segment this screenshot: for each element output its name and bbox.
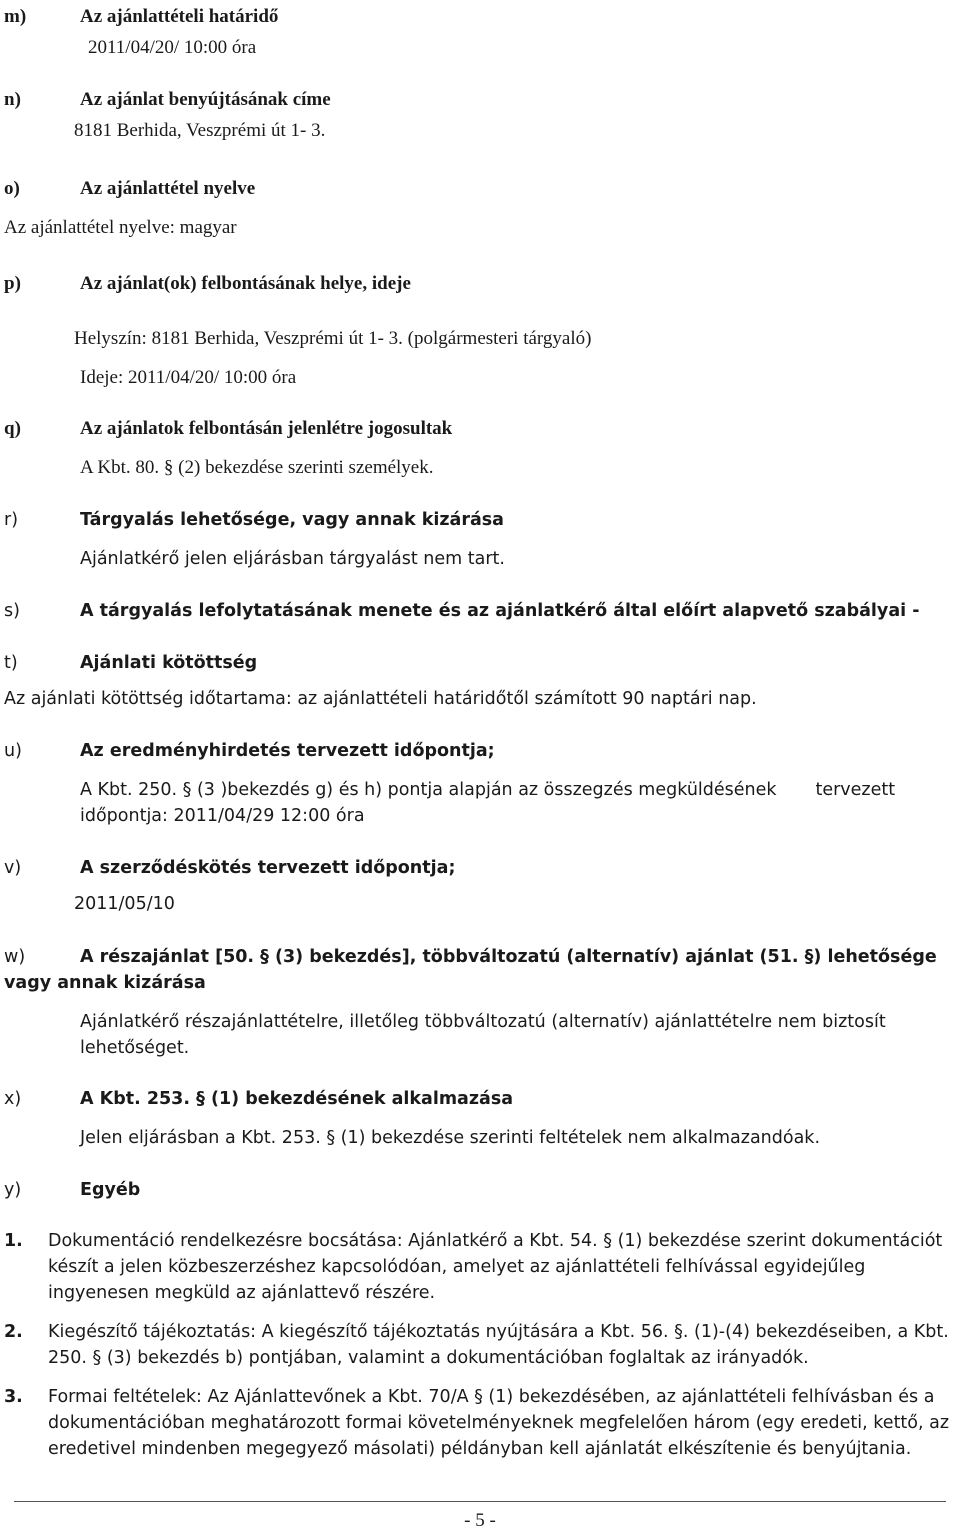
item-1-line1: Dokumentáció rendelkezésre bocsátása: Ajánlatkérő a Kbt. 54. § (1) bekezdése szerint dokumentációt (48, 1231, 943, 1251)
item-number-3: 3. (4, 1387, 23, 1407)
section-letter-t: t) (4, 653, 18, 673)
submission-address: 8181 Berhida, Veszprémi út 1- 3. (74, 120, 326, 141)
deadline-value: 2011/04/20/ 10:00 óra (88, 37, 257, 58)
item-1-line2: készít a jelen közbeszerzéshez kapcsolódóan, amelyet az ajánlattételi felhívással egyidejűleg (48, 1257, 866, 1277)
section-title-s: A tárgyalás lefolytatásának menete és az ajánlatkérő által előírt alapvető szabályai - (80, 601, 920, 621)
negotiation-value: Ajánlatkérő jelen eljárásban tárgyalást nem tart. (80, 549, 505, 569)
opening-time: Ideje: 2011/04/20/ 10:00 óra (80, 367, 297, 388)
result-date-line2: időpontja: 2011/04/29 12:00 óra (80, 806, 365, 826)
partial-offer-line1: Ajánlatkérő részajánlattételre, illetőleg többváltozatú (alternatív) ajánlattételre nem biztosít (80, 1012, 886, 1032)
section-letter-r: r) (4, 510, 19, 530)
page-number: - 5 - (464, 1510, 496, 1531)
section-title-w-line1: A részajánlat [50. § (3) bekezdés], többváltozatú (alternatív) ajánlat (51. §) lehetősége (80, 947, 937, 967)
result-date-line1: A Kbt. 250. § (3 )bekezdés g) és h) pontja alapján az összegzés megküldésének tervezett (80, 780, 896, 800)
item-number-2: 2. (4, 1322, 23, 1342)
item-3-line3: eredetivel mindenben megegyező másolati) példányban kell ajánlatát elkészítenie és benyújtania. (48, 1439, 912, 1459)
partial-offer-line2: lehetőséget. (80, 1038, 190, 1058)
section-title-y: Egyéb (80, 1180, 141, 1200)
section-letter-s: s) (4, 601, 20, 621)
item-3-line2: dokumentációban meghatározott formai követelményeknek megfelelően három (egy eredeti, kettő, az (48, 1413, 950, 1433)
attendees-value: A Kbt. 80. § (2) bekezdése szerinti személyek. (80, 457, 434, 478)
section-letter-p: p) (4, 273, 21, 294)
item-3-line1: Formai feltételek: Az Ajánlattevőnek a Kbt. 70/A § (1) bekezdésében, az ajánlattételi felhívásban és a (48, 1387, 935, 1407)
section-title-r: Tárgyalás lehetősége, vagy annak kizárása (80, 510, 504, 530)
section-letter-q: q) (4, 418, 21, 439)
item-2-line2: 250. § (3) bekezdés b) pontjában, valamint a dokumentációban foglaltak az irányadók. (48, 1348, 809, 1368)
section-title-t: Ajánlati kötöttség (80, 653, 258, 673)
section-title-o: Az ajánlattétel nyelve (80, 178, 256, 199)
section-letter-x: x) (4, 1089, 22, 1109)
section-title-u: Az eredményhirdetés tervezett időpontja; (80, 741, 495, 761)
contract-date: 2011/05/10 (74, 894, 175, 914)
section-title-m: Az ajánlattételi határidő (80, 6, 279, 27)
section-letter-y: y) (4, 1180, 22, 1200)
section-title-w-line2: vagy annak kizárása (4, 973, 206, 993)
section-letter-u: u) (4, 741, 22, 761)
section-title-p: Az ajánlat(ok) felbontásának helye, ideje (80, 273, 411, 294)
section-title-n: Az ajánlat benyújtásának címe (80, 89, 331, 110)
section-title-v: A szerződéskötés tervezett időpontja; (80, 858, 456, 878)
section-letter-o: o) (4, 178, 20, 199)
item-number-1: 1. (4, 1231, 23, 1251)
section-title-q: Az ajánlatok felbontásán jelenlétre jogosultak (80, 418, 453, 439)
section-letter-m: m) (4, 6, 27, 27)
section-title-x: A Kbt. 253. § (1) bekezdésének alkalmazása (80, 1089, 514, 1109)
opening-place: Helyszín: 8181 Berhida, Veszprémi út 1- 3. (polgármesteri tárgyaló) (74, 328, 592, 349)
item-1-line3: ingyenesen megküld az ajánlattevő részére. (48, 1283, 436, 1303)
section-letter-n: n) (4, 89, 21, 110)
language-value: Az ajánlattétel nyelve: magyar (4, 217, 237, 238)
commitment-value: Az ajánlati kötöttség időtartama: az ajánlattételi határidőtől számított 90 naptári nap. (4, 689, 757, 709)
section-letter-w: w) (4, 947, 26, 967)
kbt253-value: Jelen eljárásban a Kbt. 253. § (1) bekezdése szerinti feltételek nem alkalmazandóak. (80, 1128, 821, 1148)
section-letter-v: v) (4, 858, 22, 878)
footer-divider (14, 1501, 946, 1502)
item-2-line1: Kiegészítő tájékoztatás: A kiegészítő tájékoztatás nyújtására a Kbt. 56. §. (1)-(4) bekezdéseiben, a Kbt. (48, 1322, 949, 1342)
